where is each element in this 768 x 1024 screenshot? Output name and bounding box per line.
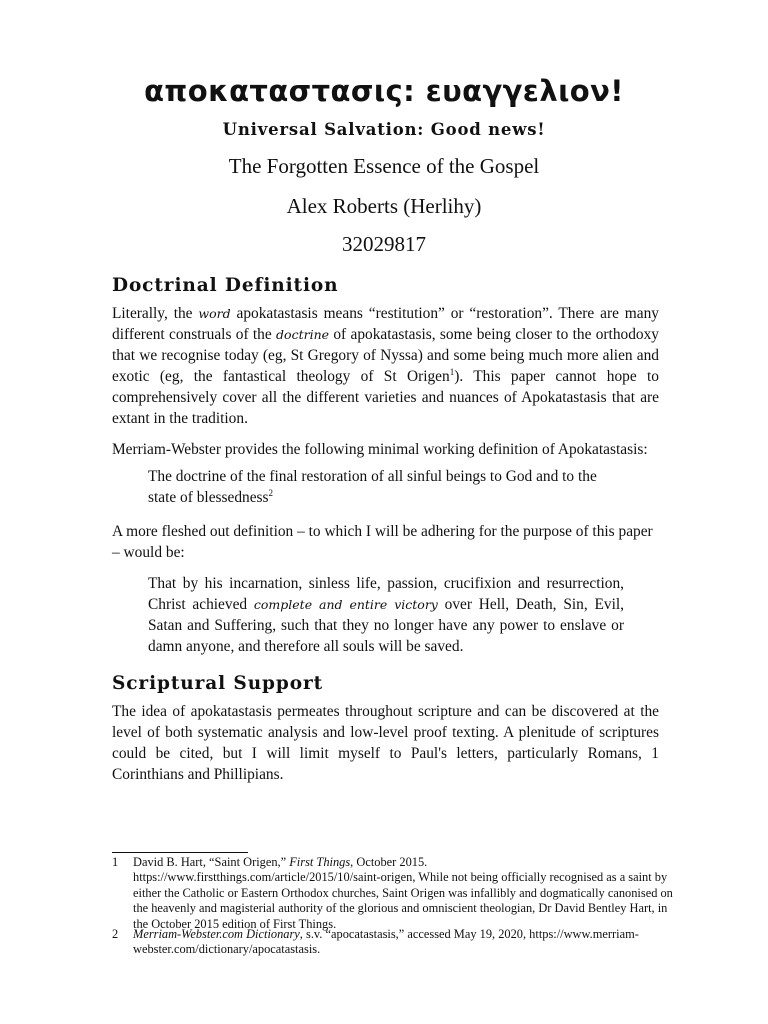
section-heading-scriptural-support: Scriptural Support	[112, 673, 324, 694]
paragraph-scriptural-support: The idea of apokatastasis permeates throughout scripture and can be discovered at the level of both systematic analysis and low-level proof texting. A plenitude of scriptures could be cited, but I will limit myself to Paul's letters, particularly Romans, 1 Corinthians and Phillipians.	[112, 703, 659, 783]
paragraph-merriam-webster: Merriam-Webster provides the following minimal working definition of Apokatastasis:	[112, 441, 648, 458]
victory-emphasis: complete and entire victory	[253, 597, 438, 612]
footnote-1	[112, 855, 673, 931]
student-id: 32029817	[342, 232, 426, 256]
paragraph-literal-meaning: Literally, the word apokatastasis means “restitution” or “restoration”. There are many different construals of the doctrine of apokatastasis, some being closer to the orthodoxy that we recognise today (eg, St Gregory of Nyssa) and some being much more alien and exotic (eg, the fantastical theology of St Origen$^1$). This paper cannot hope to comprehensively cover all the different varieties and nuances of Apokatastasis that are extant in the tradition.	[112, 305, 659, 427]
footnote-ref-2: 2	[268, 487, 274, 498]
author-name: Alex Roberts (Herlihy)	[286, 194, 482, 218]
document-subtitle: The Forgotten Essence of the Gospel	[228, 154, 540, 178]
word-emphasis: word	[198, 306, 231, 321]
paragraph-fleshed-out-definition: A more fleshed out definition – to which I will be adhering for the purpose of this paper – would be:	[112, 523, 653, 561]
block-quote-definition: The doctrine of the final restoration of all sinful beings to God and to the state of blessedness$^2$	[148, 468, 597, 506]
footnote-divider	[112, 852, 248, 853]
subtitle: Universal Salvation: Good news!	[222, 120, 546, 139]
footnote-text: Merriam-Webster.com Dictionary, s.v. “apocatastasis,” accessed May 19, 2020, https://www.merriam-webster.com/dictionary/apocatastasis.	[133, 927, 639, 957]
greek-title: αποκαταστασις: ευαγγελιον!	[144, 74, 624, 108]
footnote-number: 1	[112, 855, 119, 869]
footnote-ref-1: 1	[449, 366, 455, 377]
doctrine-emphasis: doctrine	[276, 327, 330, 342]
section-heading-doctrinal-definition: Doctrinal Definition	[112, 275, 339, 296]
block-quote-fleshed-definition: That by his incarnation, sinless life, passion, crucifixion and resurrection, Christ achieved complete and entire victory over Hell, Death, Sin, Evil, Satan and Suffering, such that they no longer have any power to enslave or damn anyone, and therefore all souls will be saved.	[148, 575, 624, 655]
footnote-2	[112, 927, 672, 959]
footnote-text: David B. Hart, “Saint Origen,” First Things, October 2015. https://www.firstthings.com/article/2015/10/saint-origen, While not being officially recognised as a saint by either the Catholic or Eastern Orthodox churches, Saint Origen was infallibly and dogmatically canonised on the heavenly and magisterial authority of the glorious and omniscient theologian, Dr David Bentley Hart, in the October 2015 edition of First Things.	[133, 855, 673, 931]
footnote-number: 2	[112, 927, 119, 941]
